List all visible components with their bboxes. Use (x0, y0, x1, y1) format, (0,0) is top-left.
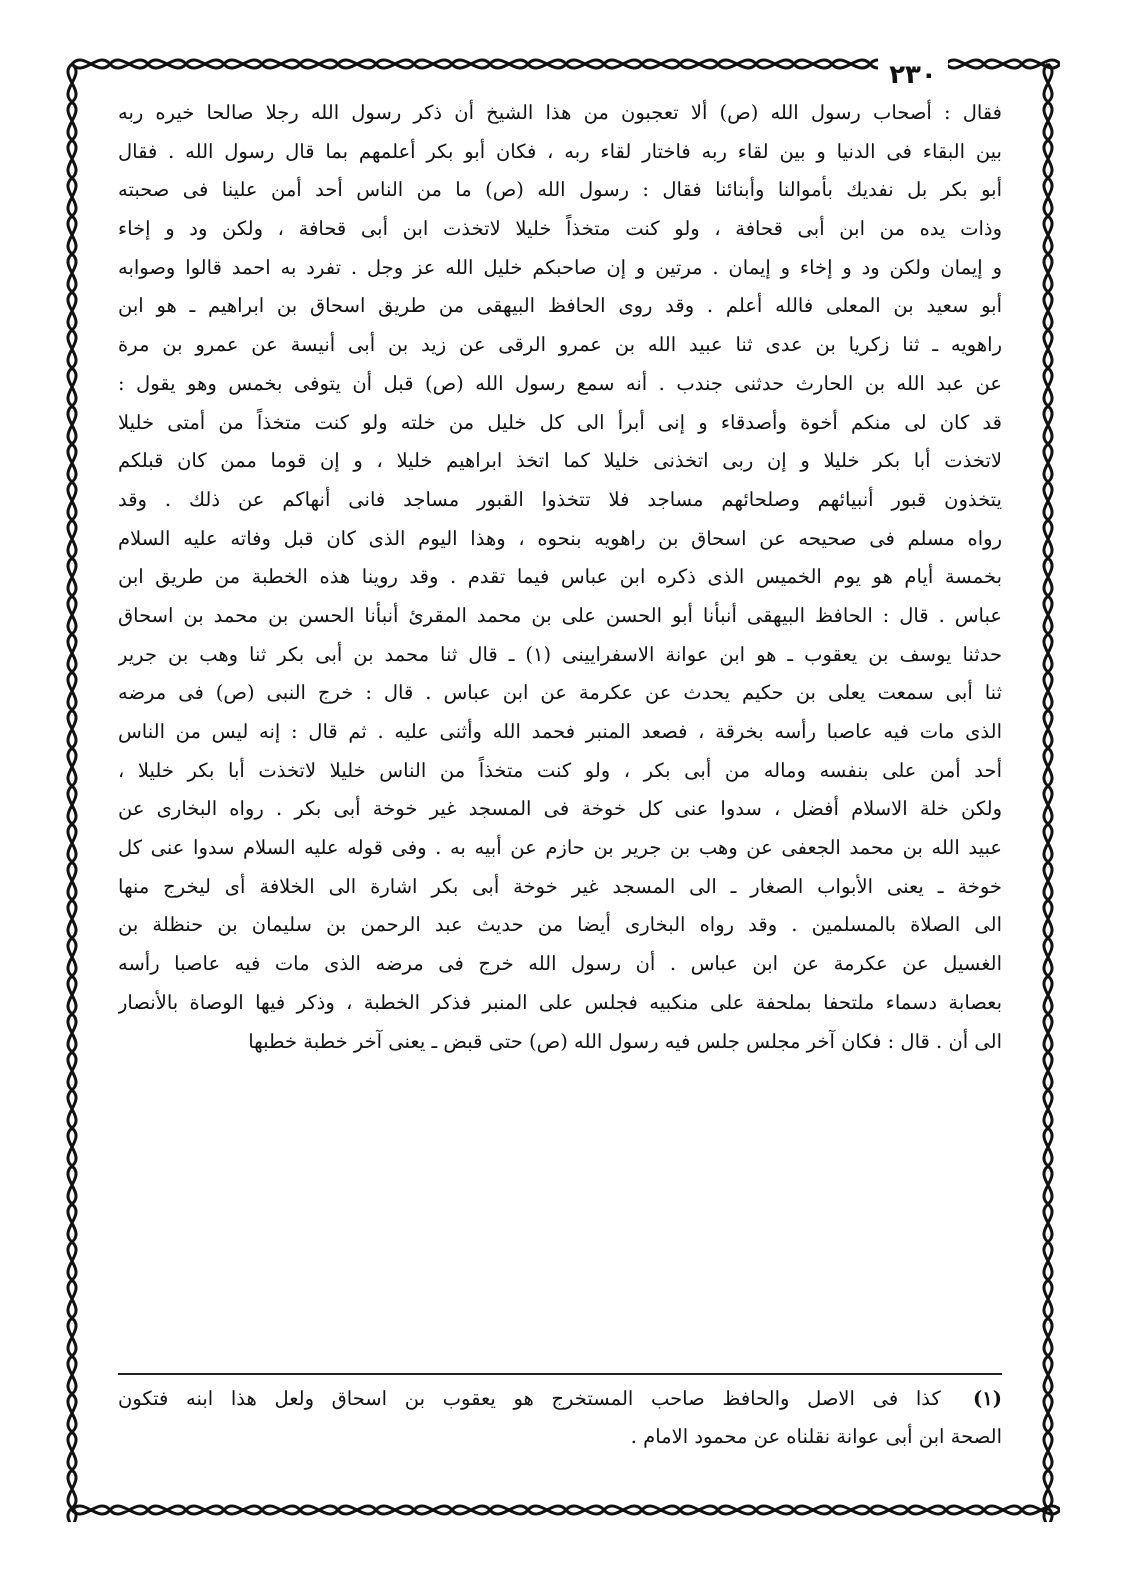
footnote-text: كذا فى الاصل والحافظ صاحب المستخرج هو يعقوب بن اسحاق ولعل هذا ابنه فتكون (118, 1387, 941, 1410)
text-line: خوخة ـ يعنى الأبواب الصغار ـ الى المسجد غير خوخة أبى بكر اشارة الى الخلافة أى ليخرج منها (118, 874, 1002, 898)
border-link (68, 64, 76, 1522)
text-line: ثنا أبى سمعت يعلى بن حكيم يحدث عن عكرمة عن ابن عباس . قال : خرج النبى (ص) فى مرضه (118, 681, 1002, 705)
main-text (118, 94, 1002, 1362)
page-number: ٢٣٠ (878, 58, 948, 92)
text-line: وذات يده من ابن أبى قحافة ، ولو كنت متخذاً خليلا لاتخذت ابن أبى قحافة ، ولكن ود و إخاء (118, 217, 1002, 241)
text-line: أحد أمن على بنفسه وماله من أبى بكر ، ولو كنت متخذاً من الناس خليلا لاتخذت أبا بكر خليلا ، (118, 758, 1002, 782)
text-line: راهويه ـ ثنا زكريا بن عدى ثنا عبيد الله بن عمرو الرقى عن زيد بن أبى أنيسة عن عمرو بن مرة (118, 333, 1002, 357)
footnote-line (118, 1418, 1002, 1456)
text-line: بعصابة دسماء ملتحفا بملحفة على منكبيه فجلس على المنبر فذكر الخطبة ، وذكر فيها الوصاة بالأنصار (118, 990, 1002, 1014)
text-line: ولكن خلة الاسلام أفضل ، سدوا عنى كل خوخة فى المسجد غير خوخة أبى بكر . رواه البخارى عن (118, 797, 1002, 821)
text-line: قد كان لى منكم أخوة وأصدقاء و إنى أبرأ الى كل خليل من خلته ولو كنت متخذاً من أمتى خليلا (118, 410, 1002, 434)
text-line: عن عبد الله بن الحارث حدثنى جندب . أنه سمع رسول الله (ص) قبل أن يتوفى بخمس وهو يقول : (118, 371, 1002, 395)
text-line: و إيمان ولكن ود و إخاء و إيمان . مرتين و إن صاحبكم خليل الله عز وجل . تفرد به احمد قالوا وصوابه (118, 255, 1002, 279)
footnote-marker: (١) (954, 1387, 1002, 1410)
border-link (72, 1506, 1060, 1514)
text-line: لاتخذت أبا بكر خليلا و إن ربى اتخذنى خليلا كما اتخذ ابراهيم خليلا ، و إن قوما ممن كان قبلكم (118, 449, 1002, 473)
text-line: يتخذون قبور أنبيائهم وصلحائهم مساجد فلا تتخذوا القبور مساجد فانى أنهاكم عن ذلك . وقد (118, 487, 1002, 511)
text-line: أبو بكر بل نفديك بأموالنا وأبنائنا فقال : رسول الله (ص) ما من الناس أحد أمن علينا فى صحبته (118, 178, 1002, 202)
footnote-divider (118, 1373, 1002, 1375)
footnote (118, 1380, 1002, 1456)
text-line: الغسيل عن عكرمة عن ابن عباس . أن رسول الله خرج فى مرضه الذى مات فيه عاصبا رأسه (118, 952, 1002, 976)
text-line: بين البقاء فى الدنيا و بين لقاء ربه فاختار لقاء ربه ، فكان أبو بكر أعلمهم بما قال رسول الله . فقال (118, 139, 1002, 163)
footnote-text: الصحة ابن أبى عوانة نقلناه عن محمود الامام . (630, 1425, 1002, 1448)
text-line: الى الصلاة بالمسلمين . وقد رواه البخارى أيضا من حديث عبد الرحمن بن سليمان بن حنظلة بن (118, 913, 1002, 937)
text-line: بخمسة أيام هو يوم الخميس الذى ذكره ابن عباس فيما تقدم . وقد روينا هذه الخطبة من طريق ابن (118, 565, 1002, 589)
text-line: حدثنا يوسف بن يعقوب ـ هو ابن عوانة الاسفرايينى (١) ـ قال ثنا محمد بن أبى بكر ثنا وهب بن جرير (118, 642, 1002, 666)
text-line: الذى مات فيه عاصبا رأسه بخرقة ، فصعد المنبر فحمد الله وأثنى عليه . ثم قال : إنه ليس من الناس (118, 720, 1002, 743)
text-line: رواه مسلم فى صحيحه عن اسحاق بن راهويه بنحوه ، وهذا اليوم الذى كان قبل وفاته عليه السلام (118, 526, 1002, 550)
text-line: عباس . قال : الحافظ البيهقى أنبأنا أبو الحسن على بن محمد المقرئ أنبأنا الحسن بن محمد بن اسحاق (118, 603, 1002, 627)
text-line: فقال : أصحاب رسول الله (ص) ألا تعجبون من هذا الشيخ أن ذكر رسول الله رجلا صالحا خيره ربه (118, 101, 1002, 124)
text-line: أبو سعيد بن المعلى فالله أعلم . وقد روى الحافظ البيهقى من طريق اسحاق بن ابراهيم ـ هو ابن (118, 294, 1002, 318)
border-link (1044, 64, 1052, 1522)
footnote-line (118, 1380, 1002, 1418)
text-line: الى أن . قال : فكان آخر مجلس جلس فيه رسول الله (ص) حتى قبض ـ يعنى آخر خطبة خطبها (248, 1029, 1002, 1053)
text-line: عبيد الله بن محمد الجعفى عن وهب بن جرير بن حازم عن أبيه به . وفى قوله عليه السلام سدوا عنى كل (118, 836, 1002, 860)
